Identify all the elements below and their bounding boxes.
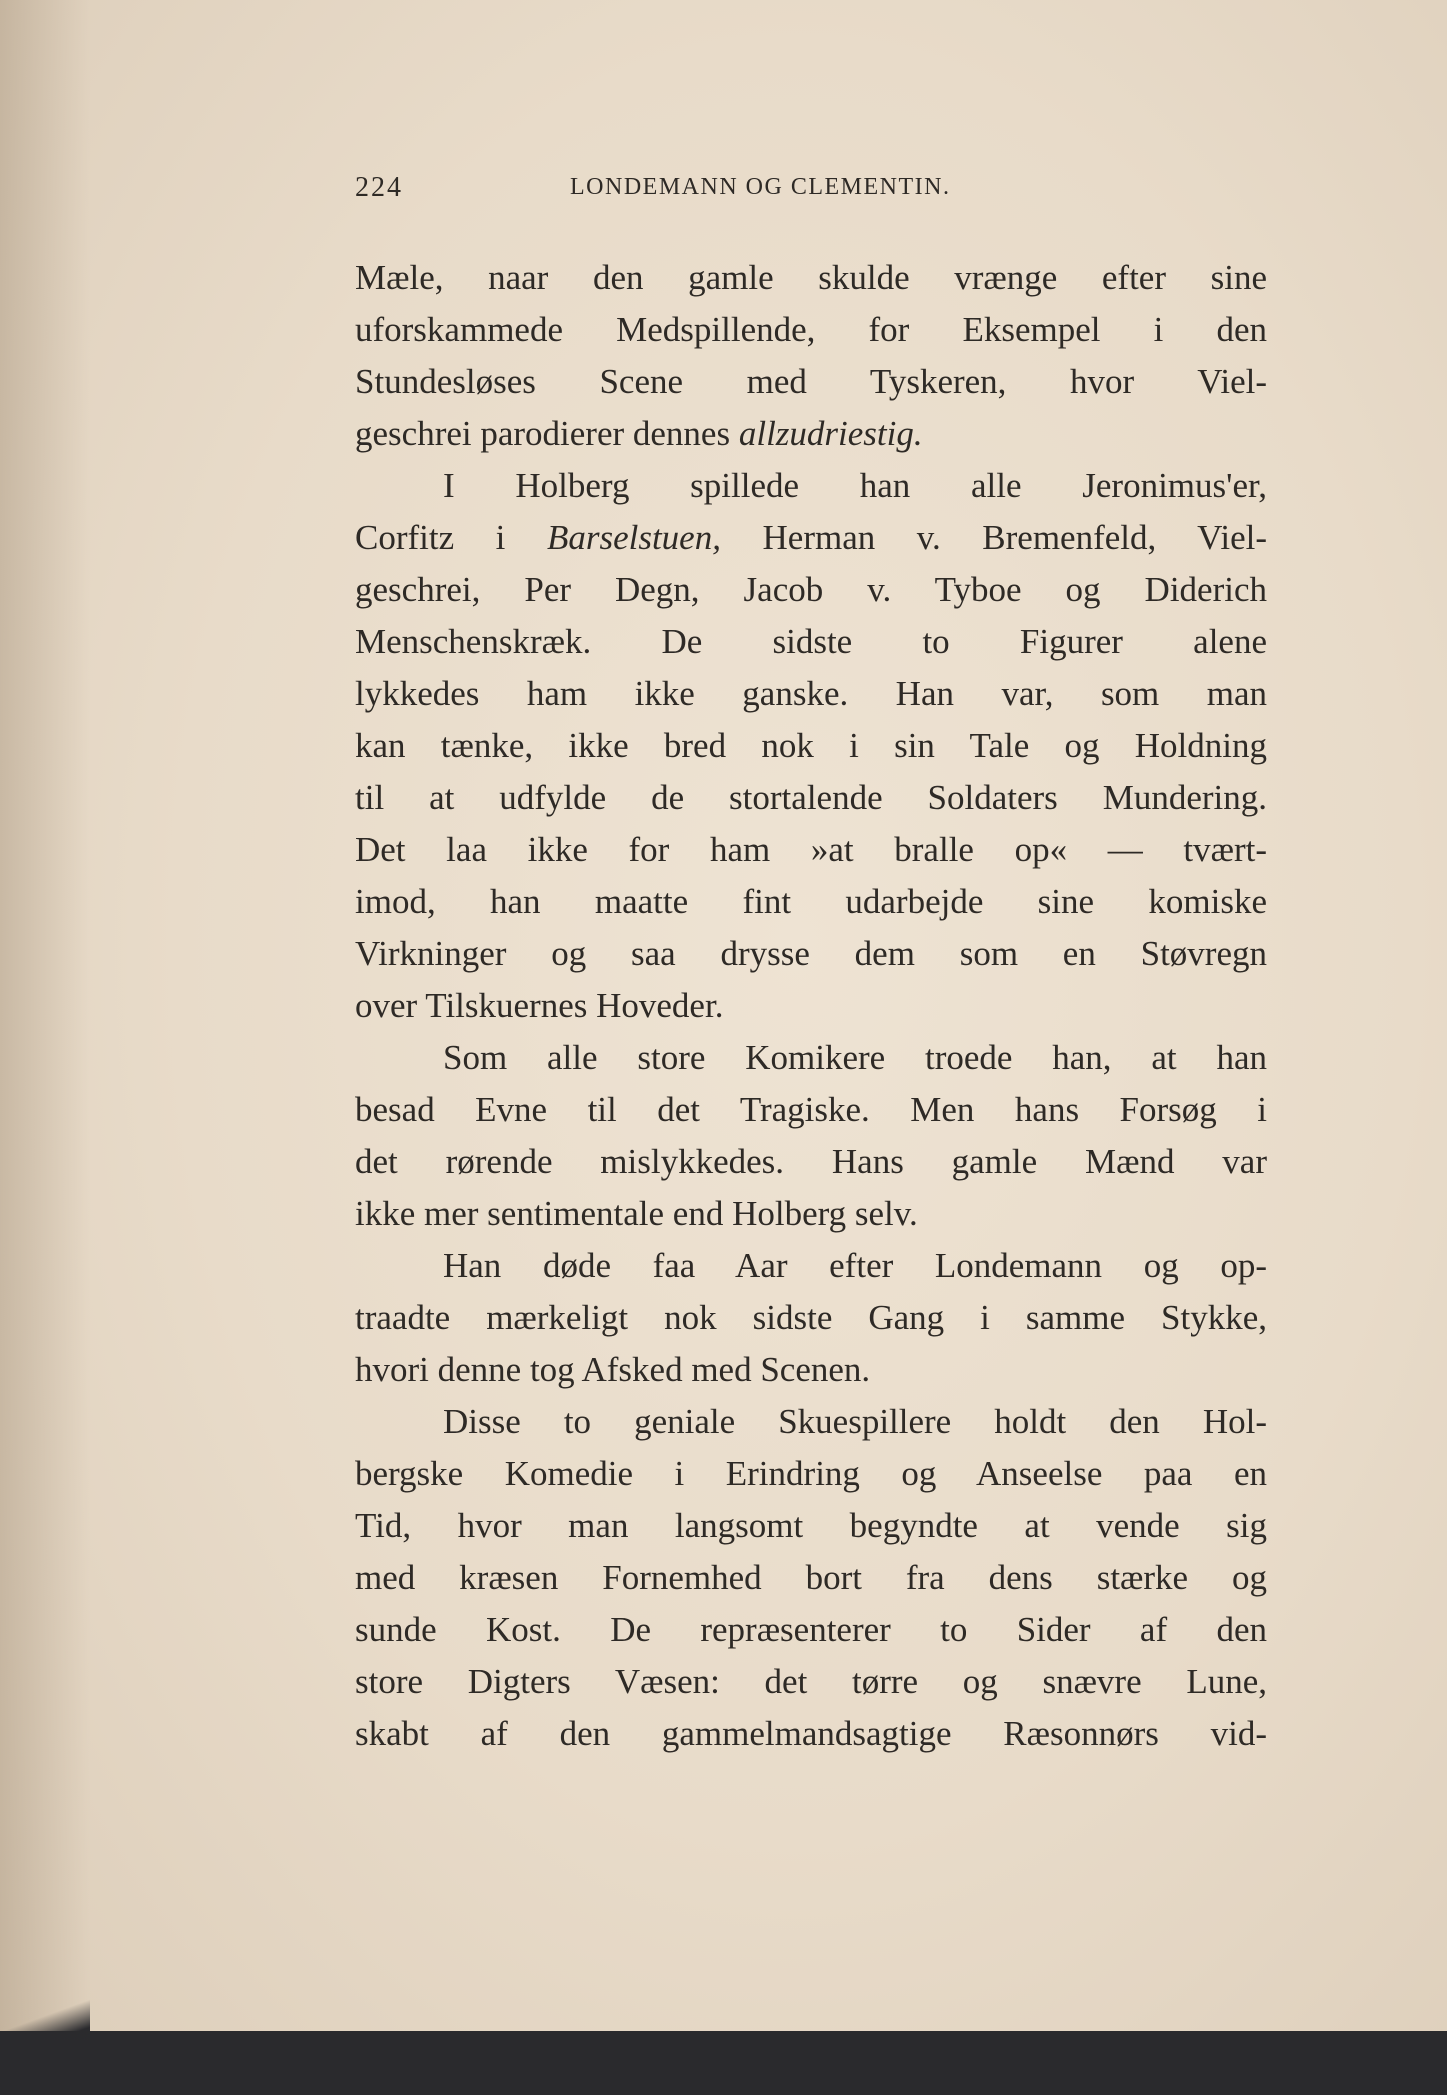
text-line: Menschenskræk. De sidste to Figurer alene (355, 622, 1267, 661)
page-number: 224 (355, 172, 403, 203)
text-line: bergske Komedie i Erindring og Anseelse paa en (355, 1454, 1267, 1493)
text-line: store Digters Væsen: det tørre og snævre Lune, (355, 1662, 1267, 1701)
gutter-shadow (0, 0, 90, 2095)
text-line: Det laa ikke for ham »at bralle op« — tvært- (355, 830, 1267, 869)
text-line: over Tilskuernes Hoveder. (355, 986, 724, 1025)
text-line: sunde Kost. De repræsenterer to Sider af den (355, 1610, 1267, 1649)
text-line: hvori denne tog Afsked med Scenen. (355, 1350, 871, 1389)
text-line: geschrei, Per Degn, Jacob v. Tyboe og Diderich (355, 570, 1267, 609)
text-line: skabt af den gammelmandsagtige Ræsonnørs vid- (355, 1714, 1267, 1753)
text-line: Virkninger og saa drysse dem som en Støvregn (355, 934, 1267, 973)
text-line: med kræsen Fornemhed bort fra dens stærke og (355, 1558, 1267, 1597)
text-span: Corfitz i (355, 518, 547, 557)
text-line: Stundesløses Scene med Tyskeren, hvor Viel- (355, 362, 1267, 401)
text-line: Mæle, naar den gamle skulde vrænge efter sine (355, 258, 1267, 297)
text-line: ikke mer sentimentale end Holberg selv. (355, 1194, 918, 1233)
text-line: uforskammede Medspillende, for Eksempel i den (355, 310, 1267, 349)
scan-background-edge (0, 2031, 1447, 2095)
text-line: traadte mærkeligt nok sidste Gang i samme Stykke, (355, 1298, 1267, 1337)
page-header (355, 172, 1255, 212)
text-line (355, 512, 1267, 564)
italic-word: allzudriestig. (738, 414, 923, 453)
text-line: Tid, hvor man langsomt begyndte at vende sig (355, 1506, 1267, 1545)
paragraph-start-line: Han døde faa Aar efter Londemann og op- (443, 1246, 1267, 1285)
running-title: LONDEMANN OG CLEMENTIN. (570, 174, 951, 200)
text-line: lykkedes ham ikke ganske. Han var, som man (355, 674, 1267, 713)
text-line: kan tænke, ikke bred nok i sin Tale og Holdning (355, 726, 1267, 765)
text-line (355, 408, 1267, 460)
text-span: Herman v. Bremenfeld, Viel- (720, 518, 1267, 557)
body-text (355, 252, 1267, 1760)
text-line: besad Evne til det Tragiske. Men hans Forsøg i (355, 1090, 1267, 1129)
paragraph-start-line: I Holberg spillede han alle Jeronimus'er, (443, 466, 1267, 505)
text-line: det rørende mislykkedes. Hans gamle Mænd var (355, 1142, 1267, 1181)
paragraph-start-line: Disse to geniale Skuespillere holdt den Hol- (443, 1402, 1267, 1441)
paragraph-start-line: Som alle store Komikere troede han, at han (443, 1038, 1267, 1077)
italic-word: Barselstuen, (546, 518, 721, 557)
text-line: imod, han maatte fint udarbejde sine komiske (355, 882, 1267, 921)
text-line: til at udfylde de stortalende Soldaters Mundering. (355, 778, 1267, 817)
text-span: geschrei parodierer dennes (355, 414, 739, 453)
